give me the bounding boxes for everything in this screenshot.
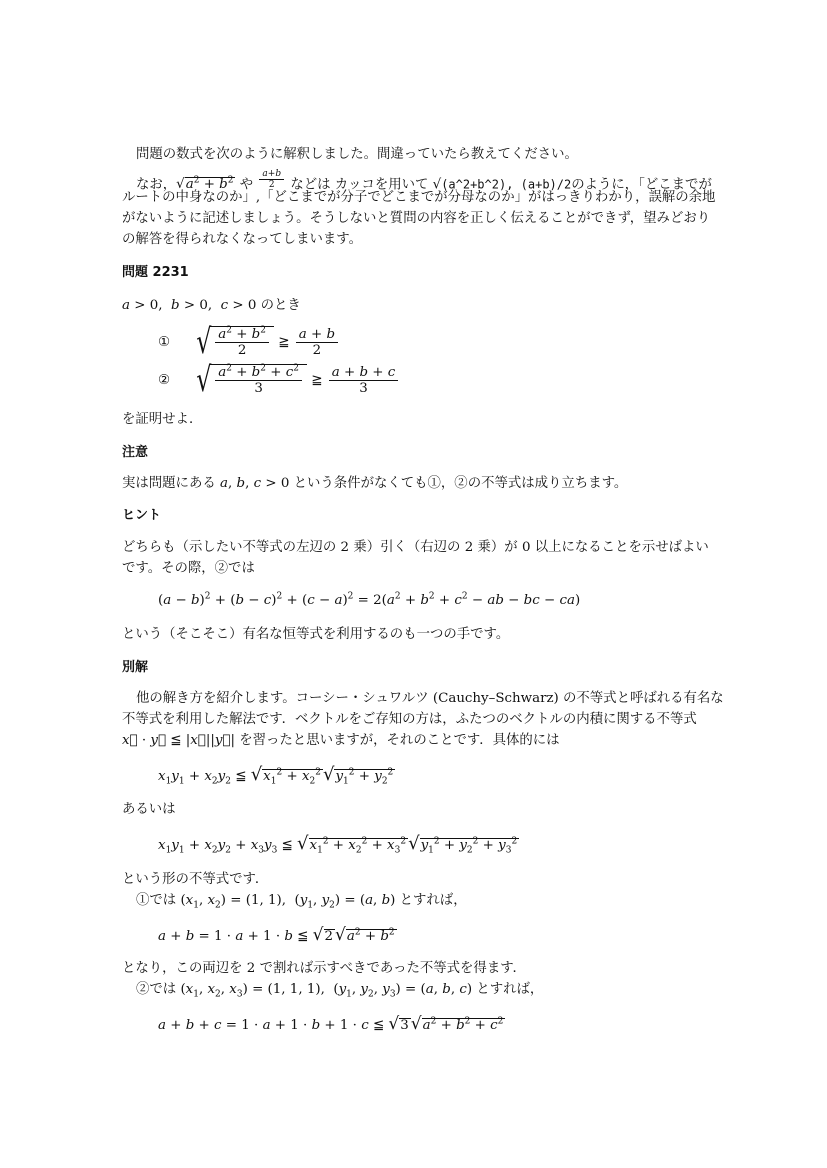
alt-line-2: 不等式を利用した解法です．ベクトルをご存知の方は，ふたつのベクトルの内積に関する不等式 <box>122 712 697 727</box>
intro-line-3: ルートの中身なのか」,「どこまでが分子でどこまでが分母なのか」がはっきりわかり，誤解の余地 <box>122 190 716 205</box>
problem-condition: a > 0, b > 0, c > 0 のとき <box>122 298 301 313</box>
note-text: 実は問題にある a, b, c > 0 という条件がなくても①，②の不等式は成り立ちます。 <box>122 476 628 491</box>
inequality-2: ② √ $\frac{a^2 + b^2 + c^2}{3}$ ≧ $\frac{a + b + c}{3}$ <box>158 364 400 397</box>
sqrt-example: $√a^2 + b^2$ <box>176 175 234 193</box>
problem-prove: を証明せよ． <box>122 412 203 427</box>
identity-equation: $(a - b)^2 + (b - c)^2 + (c - a)^2 = 2(a^2 + b^2 + c^2$ − ab − bc − ca) <box>158 591 581 608</box>
hint-line-1: どちらも（示したい不等式の左辺の 2 乗）引く（右辺の 2 乗）が 0 以上になることを示せばよい <box>122 540 709 555</box>
alt-form: という形の不等式です． <box>122 872 269 887</box>
intro-line-1: 問題の数式を次のように解釈しました。間違っていたら教えてください。 <box>136 147 578 162</box>
cauchy-schwarz-2d: $x_1y_1 + x_2y_2$ ≦ $√x_1^2 + x_2^2$ $√y_1^2 + y_2^2$ <box>158 764 394 787</box>
alt-line-1: 他の解き方を紹介します。コーシー・シュワルツ (Cauchy–Schwarz) の不等式と呼ばれる有名な <box>136 691 724 706</box>
fraction-example: $\frac{a+b}{2}$ <box>259 169 284 191</box>
intro-line-5: の解答を得られなくなってしまいます。 <box>122 232 362 247</box>
hint-heading: ヒント <box>122 508 162 523</box>
alt-case-2: ②では ($x_1$, $x_2$, $x_3) = (1$, 1, 1), ($y_1$, $y_2$, $y_3) = (a$, b, c) とすれば， <box>136 982 544 1000</box>
alt-after-1: となり，この両辺を 2 で割れば示すべきであった不等式を得ます． <box>122 961 526 976</box>
intro-line-4: がないように記述しましょう。そうしないと質問の内容を正しく伝えることができず，望みどおり <box>122 211 711 226</box>
alt-heading: 別解 <box>122 660 149 675</box>
alt-or: あるいは <box>122 802 176 817</box>
case-2-equation: a + b + c = 1 · a + 1 · b + 1 · c ≦ √3 $√a^2 + b^2 + c^2$ <box>158 1014 504 1034</box>
hint-line-2: です。その際，②では <box>122 561 255 576</box>
inequality-1: ① √ $\frac{a^2 + b^2}{2}$ ≧ $\frac{a + b}{2}$ <box>158 326 340 359</box>
case-1-equation: a + b = 1 · a + 1 · b ≦ √2 $√a^2 + b^2$ <box>158 925 395 945</box>
hint-line-3: という（そこそこ）有名な恒等式を利用するのも一つの手です。 <box>122 627 510 642</box>
intro-line-2: なお，$√a^2 + b^2$ や $\frac{a+b}{2}$ などは カッコを用いて √(a^2+b^2), (a+b)/2のように，「どこまでが <box>136 169 712 193</box>
alt-line-3: x⃗ · y⃗ ≦ |x⃗||y⃗| を習ったと思いますが，それのことです．具体的には <box>122 733 560 748</box>
alt-case-1: ①では ($x_1$, $x_2) = (1$, 1), ($y_1$, $y_2) = (a$, b) とすれば， <box>136 893 467 911</box>
problem-heading: 問題 2231 <box>122 265 189 280</box>
cauchy-schwarz-3d: $x_1y_1 + x_2y_2 + x_3y_3$ ≦ $√x_1^2 + x_2^2 + x_3^2$ $√y_1^2 + y_2^2 + y_3^2$ <box>158 833 518 856</box>
note-heading: 注意 <box>122 445 149 460</box>
